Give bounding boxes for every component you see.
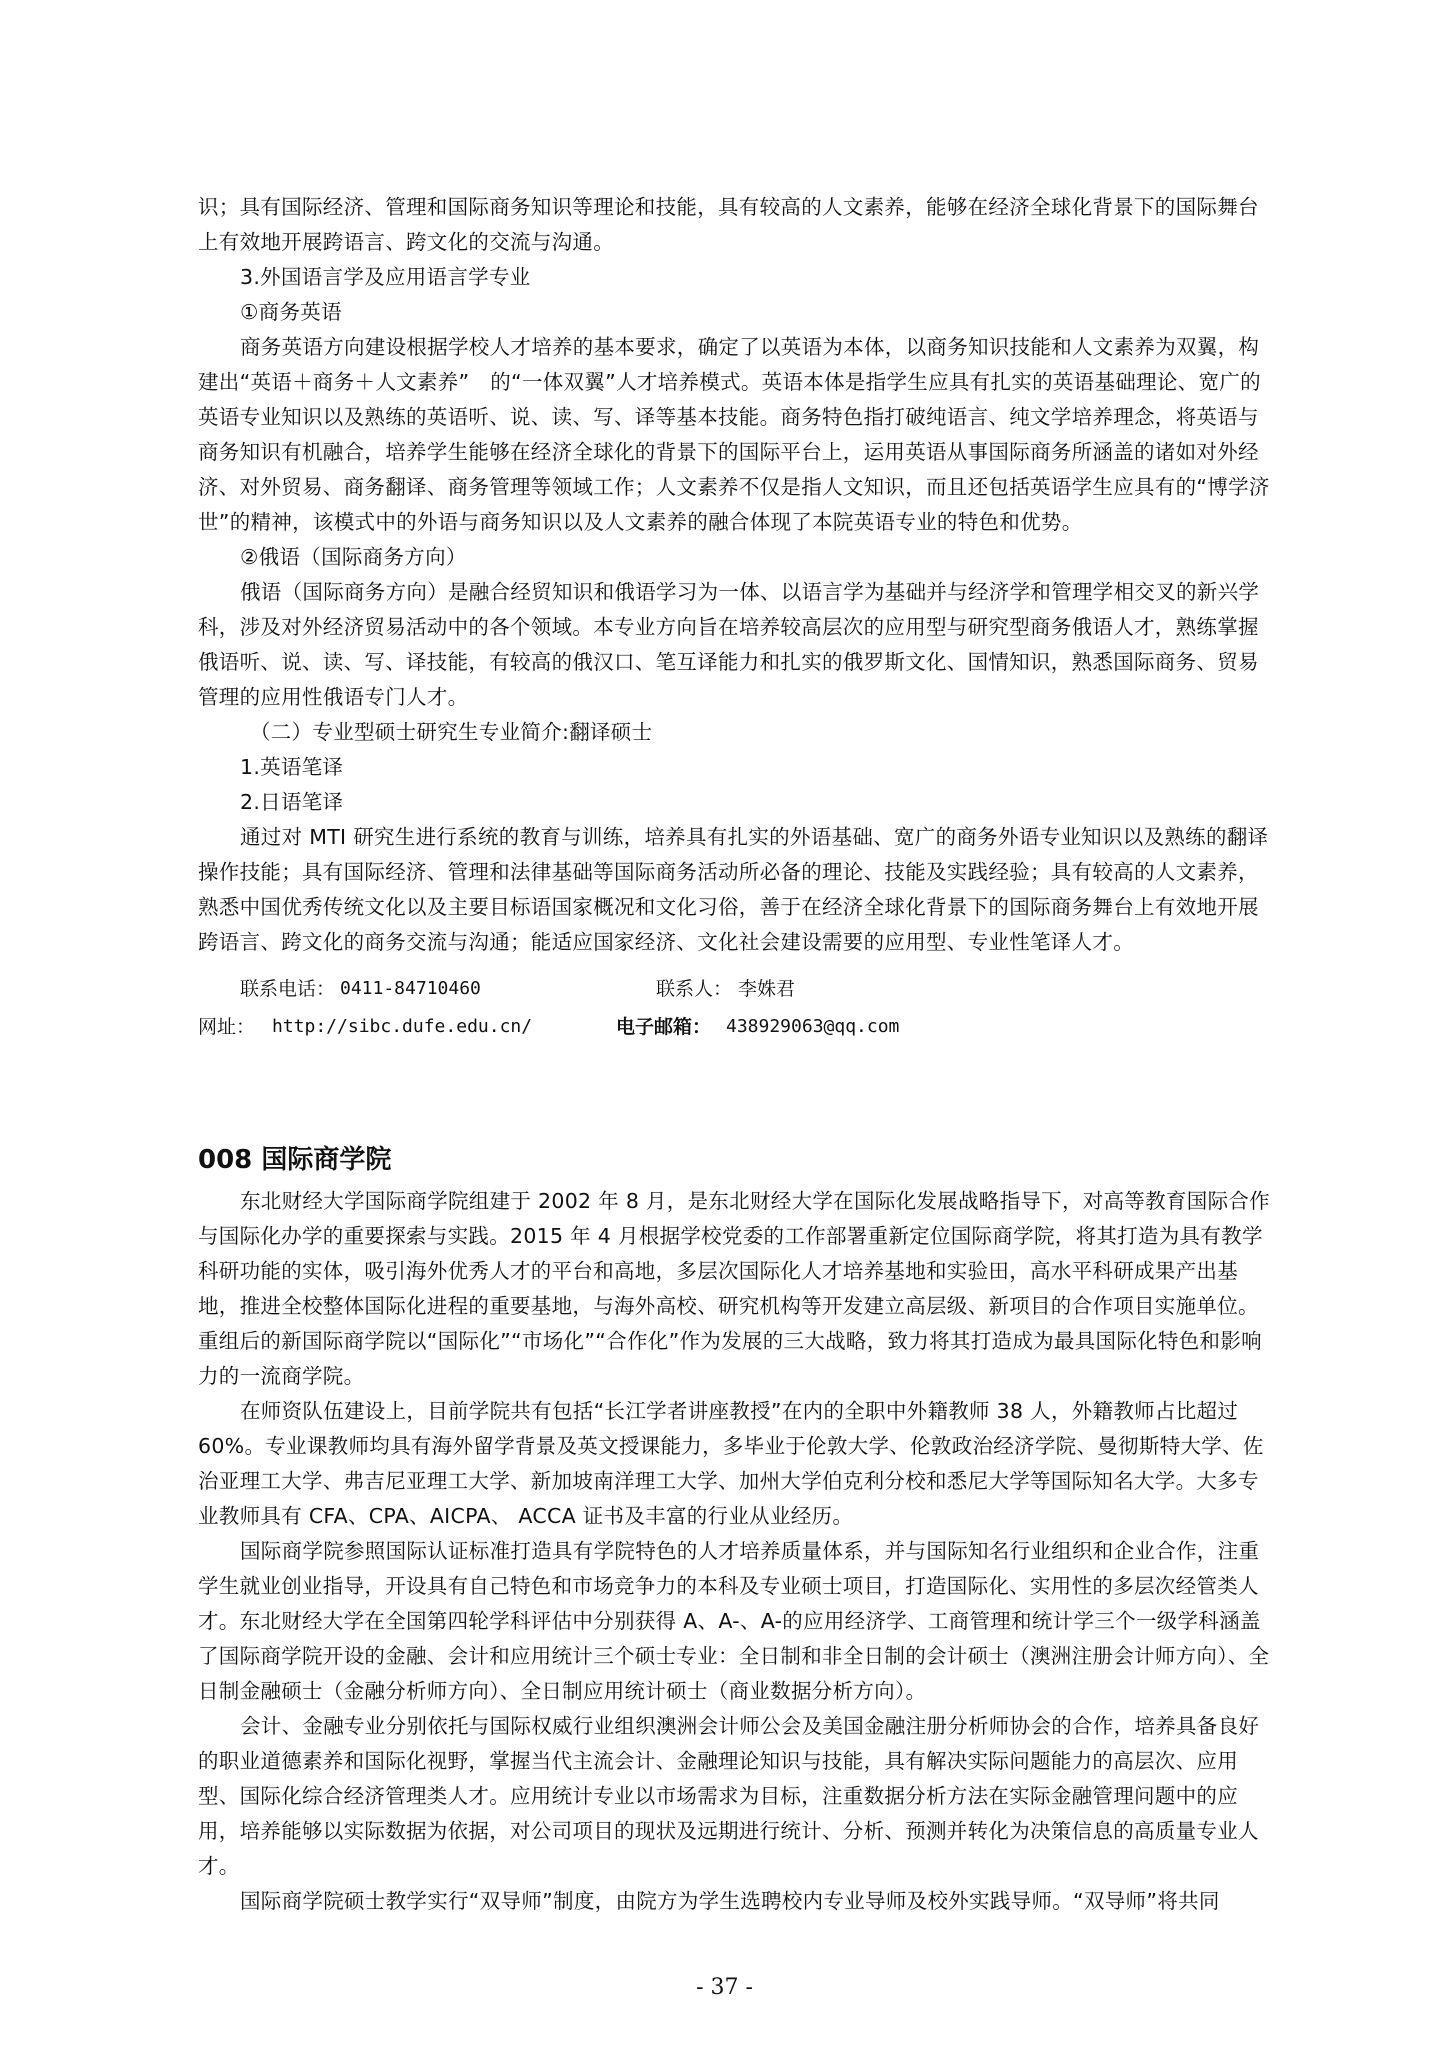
contact-info bbox=[198, 970, 1270, 1046]
email-label: 电子邮箱： bbox=[616, 1016, 712, 1038]
list-item-english-translation: 1.英语笔译 bbox=[240, 755, 344, 779]
heading-mti: （二）专业型硕士研究生专业简介:翻译硕士 bbox=[250, 720, 653, 744]
website-url[interactable]: http://sibc.dufe.edu.cn/ bbox=[272, 1016, 533, 1037]
paragraph-faculty: 在师资队伍建设上，目前学院共有包括“长江学者讲座教授”在内的全职中外籍教师 38 人，外籍教师占比超过 60%。专业课教师均具有海外留学背景及英文授课能力，多毕业于伦敦大学、伦敦政治经济学院、曼彻斯特大学、佐治亚理工大学、弗吉尼亚理工大学、新加坡南洋理工大学、加州大学伯克利分校和悉尼大学等国际知名大学。大多专业教师具有 CFA、CPA、AICPA、 ACCA 证书及丰富的行业从业经历。 bbox=[198, 1399, 1264, 1528]
section-language-programs bbox=[198, 190, 1270, 960]
contact-row-2 bbox=[198, 1008, 1270, 1046]
paragraph-russian: 俄语（国际商务方向）是融合经贸知识和俄语学习为一体、以语言学为基础并与经济学和管理学相交叉的新兴学科，涉及对外经济贸易活动中的各个领域。本专业方向旨在培养较高层次的应用型与研究型商务俄语人才，熟练掌握俄语听、说、读、写、译技能，有较高的俄汉口、笔互译能力和扎实的俄罗斯文化、国情知识，熟悉国际商务、贸易管理的应用性俄语专门人才。 bbox=[198, 580, 1260, 709]
email-address[interactable]: 438929063@qq.com bbox=[726, 1016, 900, 1037]
paragraph-dual-mentor: 国际商学院硕士教学实行“双导师”制度，由院方为学生选聘校内专业导师及校外实践导师。“双导师”将共同 bbox=[240, 1889, 1220, 1913]
paragraph-continued: 识；具有国际经济、管理和国际商务知识等理论和技能，具有较高的人文素养，能够在经济全球化背景下的国际舞台上有效地开展跨语言、跨文化的交流与沟通。 bbox=[198, 195, 1259, 254]
paragraph-programs: 国际商学院参照国际认证标准打造具有学院特色的人才培养质量体系，并与国际知名行业组织和企业合作，注重学生就业创业指导，开设具有自己特色和市场竞争力的本科及专业硕士项目，打造国际化、实用性的多层次经管类人才。东北财经大学在全国第四轮学科评估中分别获得 A、A-、A-的应用经济学、工商管理和统计学三个一级学科涵盖了国际商学院开设的金融、会计和应用统计三个硕士专业：全日制和非全日制的会计硕士（澳洲注册会计师方向）、全日制金融硕士（金融分析师方向）、全日制应用统计硕士（商业数据分析方向）。 bbox=[198, 1539, 1270, 1703]
contact-row-1 bbox=[198, 970, 1270, 1008]
paragraph-accounting-finance: 会计、金融专业分别依托与国际权威行业组织澳洲会计师公会及美国金融注册分析师协会的合作，培养具备良好的职业道德素养和国际化视野，掌握当代主流会计、金融理论知识与技能，具有解决实际问题能力的高层次、应用型、国际化综合经济管理类人才。应用统计专业以市场需求为目标，注重数据分析方法在实际金融管理问题中的应用，培养能够以实际数据为依据，对公司项目的现状及远期进行统计、分析、预测并转化为决策信息的高质量专业人才。 bbox=[198, 1714, 1260, 1878]
paragraph-mti: 通过对 MTI 研究生进行系统的教育与训练，培养具有扎实的外语基础、宽广的商务外语专业知识以及熟练的翻译操作技能；具有国际经济、管理和法律基础等国际商务活动所必备的理论、技能及实践经验；具有较高的人文素养，熟悉中国优秀传统文化以及主要目标语国家概况和文化习俗，善于在经济全球化背景下的国际商务舞台上有效地开展跨语言、跨文化的商务交流与沟通；能适应国家经济、文化社会建设需要的应用型、专业性笔译人才。 bbox=[198, 825, 1269, 954]
page-number: - 37 - bbox=[696, 1975, 753, 2000]
paragraph-business-english: 商务英语方向建设根据学校人才培养的基本要求，确定了以英语为本体，以商务知识技能和人文素养为双翼，构建出“英语＋商务＋人文素养” 的“一体双翼”人才培养模式。英语本体是指学生应具有扎实的英语基础理论、宽广的英语专业知识以及熟练的英语听、说、读、写、译等基本技能。商务特色指打破纯语言、纯文学培养理念，将英语与商务知识有机融合，培养学生能够在经济全球化的背景下的国际平台上，运用英语从事国际商务所涵盖的诸如对外经济、对外贸易、商务翻译、商务管理等领域工作；人文素养不仅是指人文知识，而且还包括英语学生应具有的“博学济世”的精神，该模式中的外语与商务知识以及人文素养的融合体现了本院英语专业的特色和优势。 bbox=[198, 335, 1270, 534]
paragraph-intro: 东北财经大学国际商学院组建于 2002 年 8 月，是东北财经大学在国际化发展战略指导下，对高等教育国际合作与国际化办学的重要探索与实践。2015 年 4 月根据学校党委的工作部署重新定位国际商学院，将其打造为具有教学科研功能的实体，吸引海外优秀人才的平台和高地，多层次国际化人才培养基地和实验田，高水平科研成果产出基地，推进全校整体国际化进程的重要基地，与海外高校、研究机构等开发建立高层级、新项目的合作项目实施单位。重组后的新国际商学院以“国际化”“市场化”“合作化”作为发展的三大战略，致力将其打造成为最具国际化特色和影响力的一流商学院。 bbox=[198, 1189, 1270, 1388]
website-label: 网址： bbox=[198, 1016, 256, 1038]
heading-linguistics-major: 3.外国语言学及应用语言学专业 bbox=[240, 265, 531, 289]
phone-number: 0411-84710460 bbox=[340, 978, 481, 999]
contact-person: 李姝君 bbox=[738, 978, 796, 1000]
list-item-japanese-translation: 2.日语笔译 bbox=[240, 790, 344, 814]
heading-business-english: ①商务英语 bbox=[240, 300, 342, 324]
contact-person-label: 联系人： bbox=[656, 978, 733, 1000]
heading-russian: ②俄语（国际商务方向） bbox=[240, 545, 467, 569]
section-international-business-school bbox=[198, 1140, 1270, 1919]
phone-label: 联系电话： bbox=[240, 978, 336, 1000]
section-title: 008 国际商学院 bbox=[198, 1145, 392, 1175]
